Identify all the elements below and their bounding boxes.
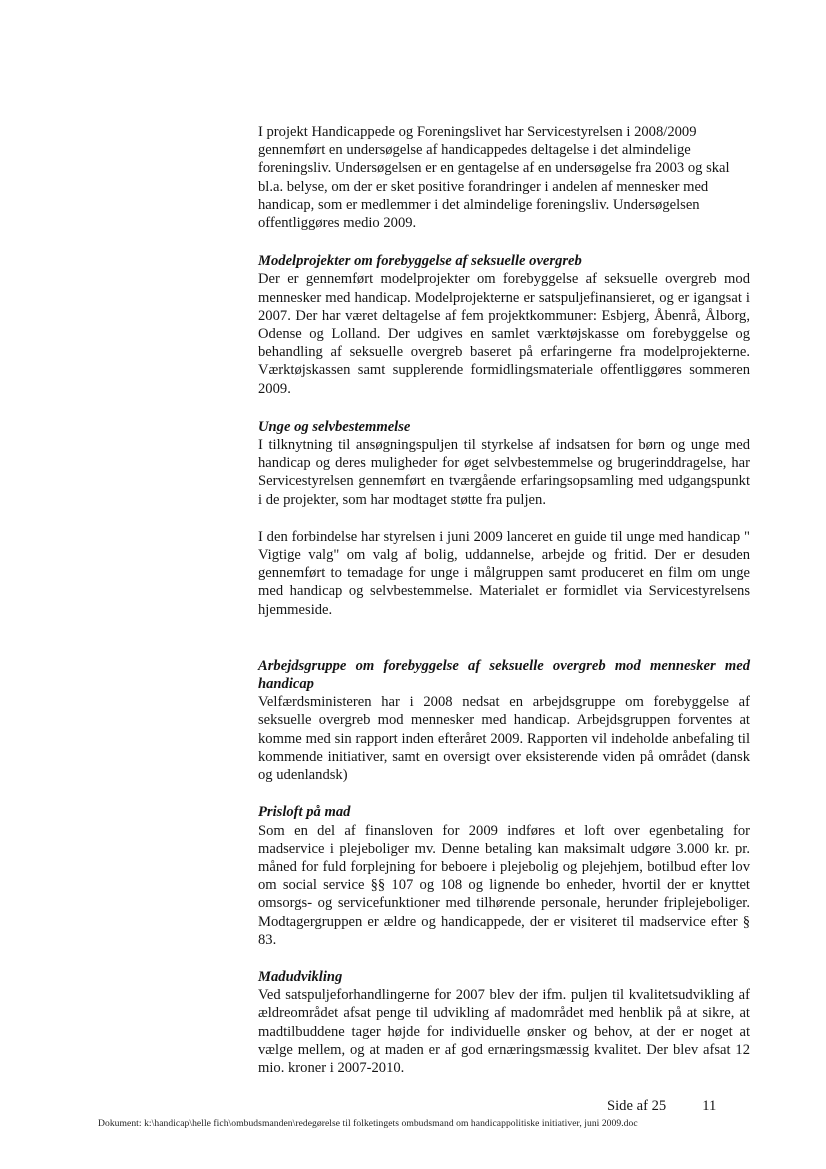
- unge-guide-paragraph: I den forbindelse har styrelsen i juni 2009 lanceret en guide til unge med handicap " Vigtige valg" om valg af bolig, uddannelse, arbejde og fritid. Der er desuden gennemført to temadage for unge i målgruppen samt produceret en film om unge med handicap og selvbestemmelse. Materialet er formidlet via Servicestyrelsens hjemmeside.: [258, 528, 750, 618]
- prisloft-paragraph: Som en del af finansloven for 2009 indføres et loft over egenbetaling for madservice i plejeboliger mv. Denne betaling kan maksimalt udgøre 3.000 kr. pr. måned for fuld forplejning for beboere i plejebolig og plejehjem, botilbud efter lov om social service §§ 107 og 108 og lignende bo enheder, hvortil der er knyttet omsorgs- og servicefunktioner med tilhørende personale, herunder friplejeboliger. Modtagergruppen er ældre og handicappede, der er visiteret til madservice efter § 83.: [258, 822, 750, 948]
- arbejdsgruppe-heading: Arbejdsgruppe om forebyggelse af seksuelle overgreb mod mennesker med handicap: [258, 657, 750, 693]
- section-unge-guide: [258, 528, 750, 619]
- page-number: 11: [702, 1098, 717, 1114]
- unge-heading: Unge og selvbestemmelse: [258, 418, 411, 435]
- section-madudvikling: [258, 968, 750, 1077]
- madudvikling-paragraph: Ved satspuljeforhandlingerne for 2007 blev der ifm. puljen til kvalitetsudvikling af ældreområdet afsat penge til udvikling af madområdet med henblik på at sikre, at madtilbuddene tager højde for individuelle ønsker og behov, at der er noget at vælge mellem, og at maden er af god ernæringsmæssig kvalitet. Der blev afsat 12 mio. kroner i 2007-2010.: [258, 987, 750, 1076]
- page-footer-side: [607, 1098, 716, 1115]
- section-arbejdsgruppe: [258, 657, 750, 784]
- modelprojekter-paragraph: Der er gennemført modelprojekter om forebyggelse af seksuelle overgreb mod mennesker med handicap. Modelprojekterne er satspuljefinansieret, og er igangsat i 2007. Der har været deltagelse af fem projektkommuner: Esbjerg, Åbenrå, Ålborg, Odense og Lolland. Der udgives en samlet værktøjskasse om forebyggelse og behandling af seksuelle overgreb baseret på erfaringerne fra modelprojekterne. Værktøjskassen samt supplerende formidlingsmateriale offentliggøres sommeren 2009.: [258, 271, 750, 397]
- madudvikling-heading: Madudvikling: [258, 968, 343, 985]
- section-prisloft: [258, 803, 750, 949]
- section-modelprojekter: [258, 252, 750, 398]
- arbejdsgruppe-paragraph: Velfærdsministeren har i 2008 nedsat en arbejdsgruppe om forebyggelse af seksuelle overgreb mod mennesker med handicap. Arbejdsgruppen forventes at komme med sin rapport inden efteråret 2009. Rapporten vil indeholde anbefaling til kommende initiativer, samt en oversigt over eksisterende viden på området (dansk og udenlandsk): [258, 694, 750, 784]
- side-label: Side af 25: [607, 1098, 667, 1114]
- document-path-footer: Dokument: k:\handicap\helle fich\ombudsmanden\redegørelse til folketingets ombudsmand om handicappolitiske initiativer, juni 2009.doc: [98, 1118, 638, 1129]
- section-unge: [258, 418, 750, 509]
- document-body: [258, 123, 750, 1077]
- section-intro: [258, 123, 750, 232]
- intro-paragraph: I projekt Handicappede og Foreningslivet har Servicestyrelsen i 2008/2009 gennemført en undersøgelse af handicappedes deltagelse i det almindelige foreningsliv. Undersøgelsen er en gentagelse af en undersøgelse fra 2003 og skal bl.a. belyse, om der er sket positive forandringer i andelen af mennesker med handicap, som er medlemmer i det almindelige foreningsliv. Undersøgelsen offentliggøres medio 2009.: [258, 124, 730, 232]
- modelprojekter-heading: Modelprojekter om forebyggelse af seksuelle overgreb: [258, 253, 582, 270]
- unge-paragraph: I tilknytning til ansøgningspuljen til styrkelse af indsatsen for børn og unge med handicap og deres muligheder for øget selvbestemmelse og brugerinddragelse, har Servicestyrelsen gennemført en tværgående erfaringsopsamling med udgangspunkt i de projekter, som har modtaget støtte fra puljen.: [258, 437, 750, 508]
- prisloft-heading: Prisloft på mad: [258, 804, 351, 821]
